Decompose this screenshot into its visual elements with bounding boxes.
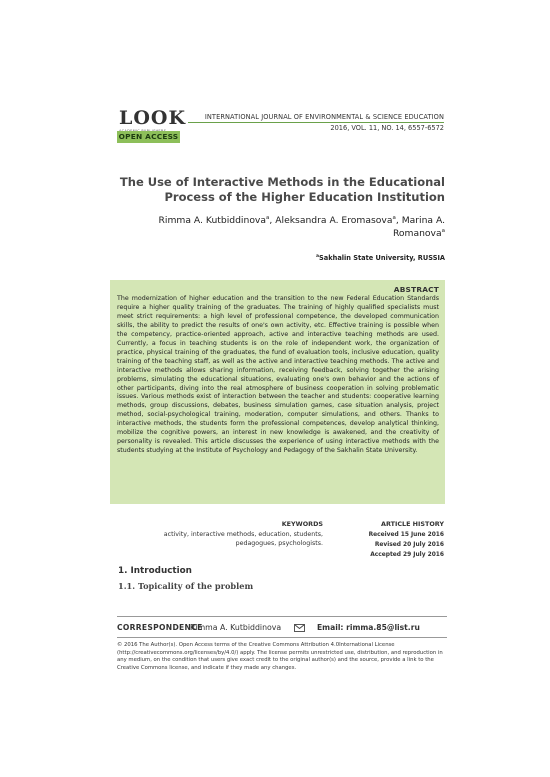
logo-text: LOOK: [119, 107, 186, 129]
author-separator: ,: [269, 215, 276, 226]
author-list: [110, 214, 445, 240]
correspondence-bottom-rule: [117, 637, 447, 638]
author-separator: ,: [395, 215, 402, 226]
accepted-date: Accepted 29 July 2016: [370, 552, 444, 558]
revised-date: Revised 20 July 2016: [374, 542, 444, 548]
author-line-2: [110, 227, 445, 240]
correspondence-top-rule: [117, 616, 447, 617]
affiliation-text: Sakhalin State University, RUSSIA: [319, 254, 445, 262]
author-affil-mark: a: [266, 214, 270, 221]
author-name: Rimma A. Kutbiddinova: [158, 215, 267, 226]
envelope-icon: [294, 624, 305, 632]
author-name: Marina A.: [401, 215, 445, 226]
correspondence-email-link[interactable]: Email: rimma.85@list.ru: [317, 623, 420, 632]
journal-name: INTERNATIONAL JOURNAL OF ENVIRONMENTAL & SCIENCE EDUCATION: [204, 113, 444, 121]
author-affil-mark: a: [392, 214, 396, 221]
keywords-text: activity, interactive methods, education, students, pedagogues, psychologists.: [163, 531, 323, 547]
author-line-1: [110, 214, 445, 227]
abstract-box: [110, 280, 445, 504]
abstract-heading: ABSTRACT: [393, 285, 439, 294]
license-text: © 2016 The Author(s). Open Access terms of the Creative Commons Attribution 4.0International License (http://creativecommons.org/licenses/by/4.0/) apply. The license permits unrestricted use, distribution, and reproduction in any medium, on the condition that users give exact credit to the original author(s) and the source, provide a link to the Creative Commons license, and indicate if they made any changes.: [117, 642, 443, 671]
abstract-text: The modernization of higher education and the transition to the new Federal Education Standards require a higher quality training of the graduates. The training of highly qualified specialists must meet strict requirements: a high level of professional competence, the developed communication skills, the ability to predict the results of one's own activity, etc. Effective training is possible when the competency, practice-oriented approach, active and interactive teaching methods are used. Currently, a focus in teaching students is on the role of independent work, the organization of practice, physical training of the graduates, the fund of evaluation tools, inclusive education, quality training of the teaching staff, as well as the active and interactive teaching methods. The active and interactive methods allows sharing information, receiving feedback, solving together the arising problems, simulating the educational situations, evaluating one's own behavior and the actions of other participants, diving into the real atmosphere of business cooperation in solving problematic issues. Various methods exist of interaction between the teacher and students: cooperative learning methods, group discussions, debates, business simulation games, case situation analysis, project method, social-psychological training, moderation, computer simulations, and others. Thanks to interactive methods, the students form the professional competences, develop analytical thinking, mobilize the cognitive powers, an interest in new knowledge is awakened, and the creativity of personality is revealed. This article discusses the experience of using interactive methods with the students studying at the Institute of Psychology and Pedagogy of the Sakhalin State University.: [117, 295, 439, 455]
received-date: Received 15 June 2016: [368, 532, 444, 538]
keywords-heading: KEYWORDS: [281, 520, 323, 528]
article-history-heading: ARTICLE HISTORY: [381, 520, 444, 528]
affiliation: [110, 254, 445, 262]
title-line-2: Process of the Higher Education Institution: [164, 190, 445, 204]
author-name: Romanova: [392, 228, 442, 239]
correspondence-name: Rimma A. Kutbiddinova: [190, 623, 282, 632]
correspondence-label: CORRESPONDENCE: [117, 623, 203, 632]
header-divider: [188, 122, 444, 123]
publisher-logo: [119, 107, 186, 133]
article-title: [110, 175, 445, 205]
author-name: Aleksandra A. Eromasova: [275, 215, 393, 226]
subsection-heading-topicality: 1.1. Topicality of the problem: [118, 581, 254, 591]
open-access-badge: OPEN ACCESS: [118, 132, 179, 141]
journal-volume: 2016, VOL. 11, NO. 14, 6557-6572: [330, 124, 444, 132]
article-history-list: [369, 530, 444, 560]
title-line-1: The Use of Interactive Methods in the Educational: [119, 175, 445, 189]
affiliation-mark: a: [316, 253, 320, 259]
author-affil-mark: a: [441, 227, 445, 234]
section-heading-introduction: 1. Introduction: [118, 566, 192, 576]
